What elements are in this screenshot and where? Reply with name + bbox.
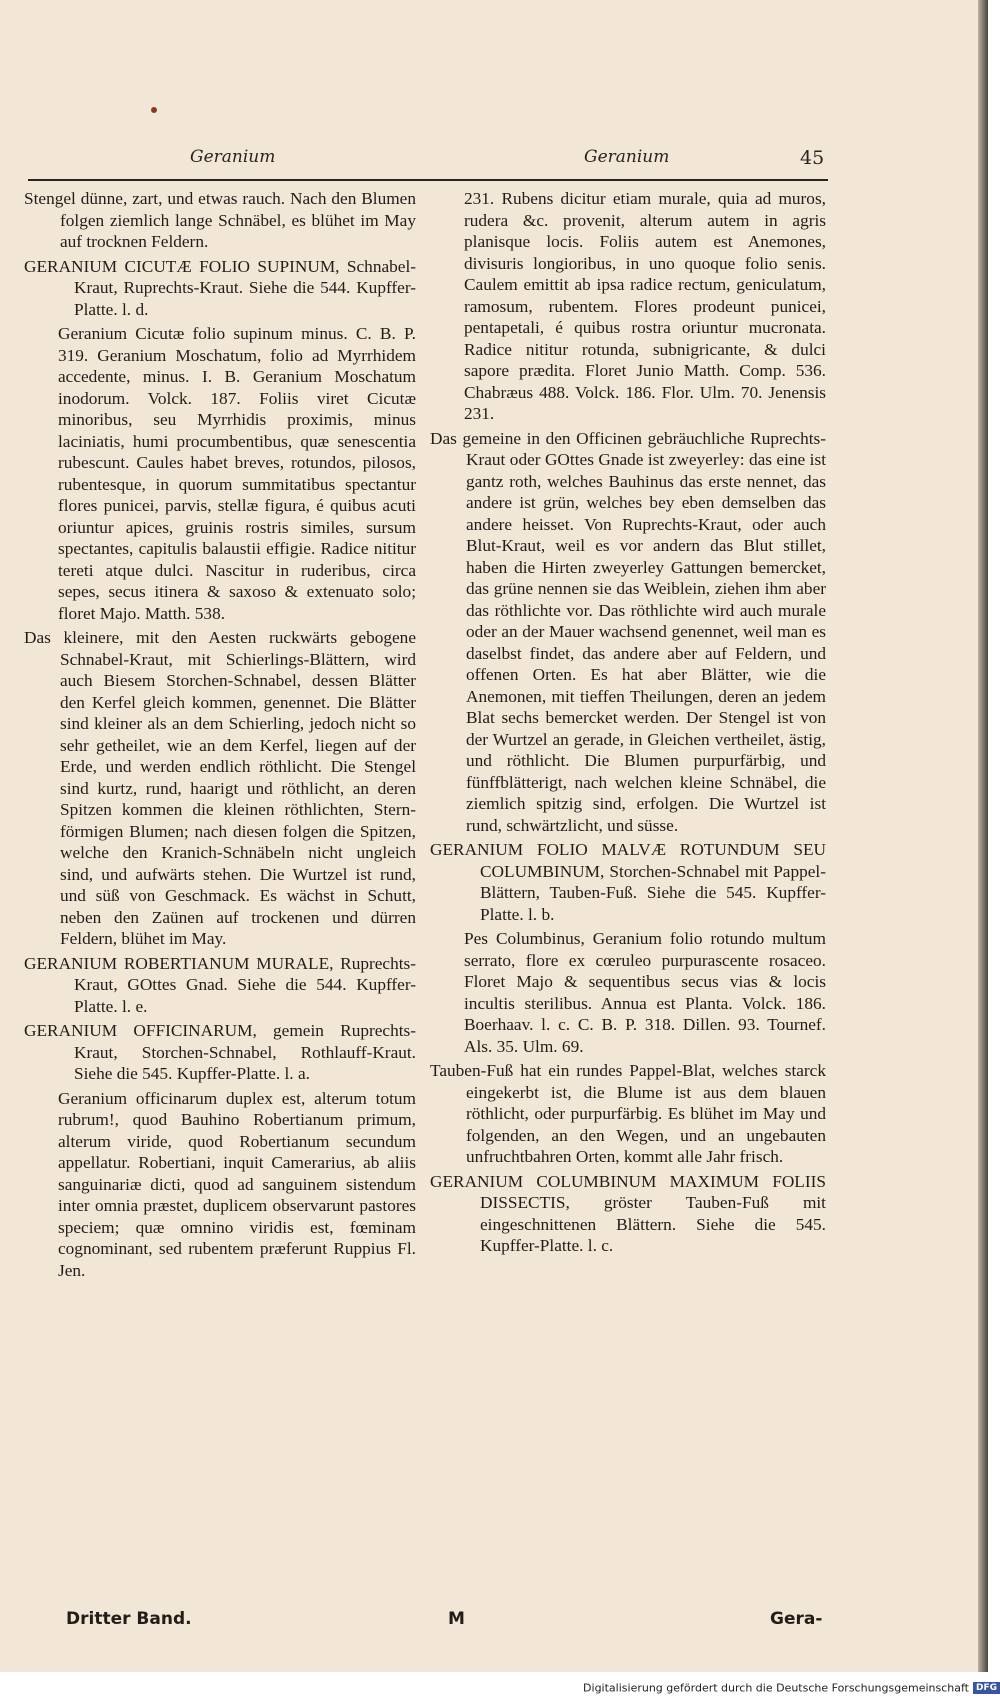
running-head-right: Geranium <box>584 147 670 167</box>
catchword: Gera- <box>770 1609 823 1629</box>
header-rule <box>28 179 828 181</box>
right-column-paragraph: GERANIUM COLUMBINUM MAXIMUM FOLIIS DISSECTIS, gröster Tauben-Fuß mit eingeschnittenen Blättern. Siehe die 545. Kupffer-Platte. l. c. <box>430 1171 826 1255</box>
left-column-paragraph: Geranium Cicutæ folio supinum minus. C. B. P. 319. Geranium Moschatum, folio ad Myrrhidem accedente, minus. I. B. Geranium Moschatum inodorum. Volck. 187. Foliis viret Cicutæ minoribus, seu Myrrhidis proximis, minus laciniatis, humi procumbentibus, quæ senescentia rubescunt. Caules habet breves, rotundos, pilosos, rubentesque, in quorum summitatibus spectantur flores punicei, parvis, stellæ figura, é quibus acuti oriuntur apices, gruinis rostris similes, sursum spectantes, capitulis balaustii effigie. Radice nititur tereti atque dulci. Nascitur in ruderibus, circa sepes, secus itinera & saxoso & extenuato solo; floret Majo. Matth. 538. <box>58 324 416 623</box>
page-number: 45 <box>800 147 825 169</box>
credit-text: Digitalisierung gefördert durch die Deutsche Forschungsgemeinschaft <box>583 1681 969 1695</box>
right-column-paragraph: Tauben-Fuß hat ein rundes Pappel-Blat, welches starck eingekerbt ist, die Blume ist aus dem blauen röthlicht, oder purpurfärbig. Es blühet im May und folgenden, an den Wegen, und an ungebauten unfruchtbahren Orten, kommt alle Jahr frisch. <box>430 1061 826 1166</box>
dfg-logo: DFG <box>973 1682 1000 1694</box>
running-head-left: Geranium <box>190 147 276 167</box>
right-column-paragraph: GERANIUM FOLIO MALVÆ ROTUNDUM SEU COLUMBINUM, Storchen-Schnabel mit Pappel-Blättern, Tauben-Fuß. Siehe die 545. Kupffer-Platte. l. b. <box>430 840 826 924</box>
left-column-paragraph: GERANIUM OFFICINARUM, gemein Ruprechts-Kraut, Storchen-Schnabel, Rothlauff-Kraut. Siehe die 545. Kupffer-Platte. l. a. <box>24 1021 416 1083</box>
left-column-paragraph: GERANIUM ROBERTIANUM MURALE, Ruprechts-Kraut, GOttes Gnad. Siehe die 544. Kupffer-Platte. l. e. <box>24 953 416 1016</box>
left-column-paragraph: Geranium officinarum duplex est, alterum totum rubrum!, quod Bauhino Robertianum primum, alterum viride, quod Robertianum secundum appellatur. Robertiani, inquit Camerarius, ab aliis sanguinariæ dicti, quod ad sanguinem sistendum inter omnia præstet, duplicem observarunt pastores speciem; quæ omnino viridis est, fœminam cognominant, sed rubentem præferunt Ruppius Fl. Jen. <box>58 1088 416 1280</box>
signature-mark: M <box>448 1609 465 1629</box>
volume-line: Dritter Band. <box>66 1609 192 1629</box>
digitization-credit <box>0 1681 1000 1701</box>
ink-spot <box>151 107 157 113</box>
left-column-paragraph: Das kleinere, mit den Aesten ruckwärts gebogene Schnabel-Kraut, mit Schierlings-Blättern, wird auch Biesem Storchen-Schnabel, dessen Blätter den Kerfel gleich kommen, genennet. Die Blätter sind kleiner als an dem Schierling, jedoch nicht so sehr getheilet, wie an dem Kerfel, liegen auf der Erde, und werden endlich röthlicht. Die Stengel sind kurtz, rund, haarigt und röthlicht, an deren Spitzen kommen die kleinen röthlichten, Stern-förmigen Blumen; nach diesen folgen die Spitzen, welche den Kranich-Schnäbeln nicht ungleich sind, und aufwärts stehen. Die Wurtzel ist rund, und süß von Geschmack. Es wächst in Schutt, neben den Zaünen auf trockenen und dürren Feldern, blühet im May. <box>24 628 416 948</box>
right-column-paragraph: Pes Columbinus, Geranium folio rotundo multum serrato, flore ex cœruleo purpurascente rosaceo. Floret Majo & sequentibus secus vias & locis incultis sterilibus. Annua est Planta. Volck. 186. Boerhaav. l. c. C. B. P. 318. Dillen. 93. Tournef. Als. 35. Ulm. 69. <box>464 929 826 1056</box>
left-column <box>24 188 416 1284</box>
right-column <box>430 188 826 1260</box>
right-column-paragraph: Das gemeine in den Officinen gebräuchliche Ruprechts-Kraut oder GOttes Gnade ist zweyerley: das eine ist gantz roth, welches Bauhinus das erste nennet, das andere ist grün, welches bey eben demselben das andere heisset. Von Ruprechts-Kraut, oder auch Blut-Kraut, weil es vor andern das Blut stillet, haben die Hirten zweyerley Gattungen bemercket, das grüne nennen sie das Weiblein, ziehen ihm aber das röthlichte vor. Das röthlichte wird auch murale oder an der Mauer wachsend genennet, weil man es daselbst findet, das andere aber auf Feldern, und offenen Orten. Es hat aber Blätter, wie die Anemonen, mit tieffen Theilungen, deren an jedem Blat sechs bemercket werden. Der Stengel ist von der Wurtzel an gerade, in Gleichen vertheilet, ästig, und röthlicht. Die Blumen purpurfärbig, und fünffblätterigt, nach welchen kleine Schnäbel, die ziemlich spitzig sind, erfolgen. Die Wurtzel ist rund, schwärtzlicht, und süsse. <box>430 428 826 835</box>
left-column-paragraph: GERANIUM CICUTÆ FOLIO SUPINUM, Schnabel-Kraut, Ruprechts-Kraut. Siehe die 544. Kupffer-Platte. l. d. <box>24 256 416 319</box>
left-column-paragraph: Stengel dünne, zart, und etwas rauch. Nach den Blumen folgen ziemlich lange Schnäbel, es blühet im May auf trocknen Feldern. <box>24 189 416 251</box>
right-column-paragraph: 231. Rubens dicitur etiam murale, quia ad muros, rudera &c. provenit, alterum autem in agris planisque locis. Foliis autem est Anemones, divisuris longioribus, in uno quoque folio senis. Caulem emittit ab ipsa radice rectum, geniculatum, ramosum, rubentem. Flores prodeunt punicei, pentapetali, é quibus rostra oriuntur mucronata. Radice nititur rotunda, subnigricante, & dulci sapore prædita. Floret Junio Matth. Comp. 536. Chabræus 488. Volck. 186. Flor. Ulm. 70. Jenensis 231. <box>464 189 826 423</box>
